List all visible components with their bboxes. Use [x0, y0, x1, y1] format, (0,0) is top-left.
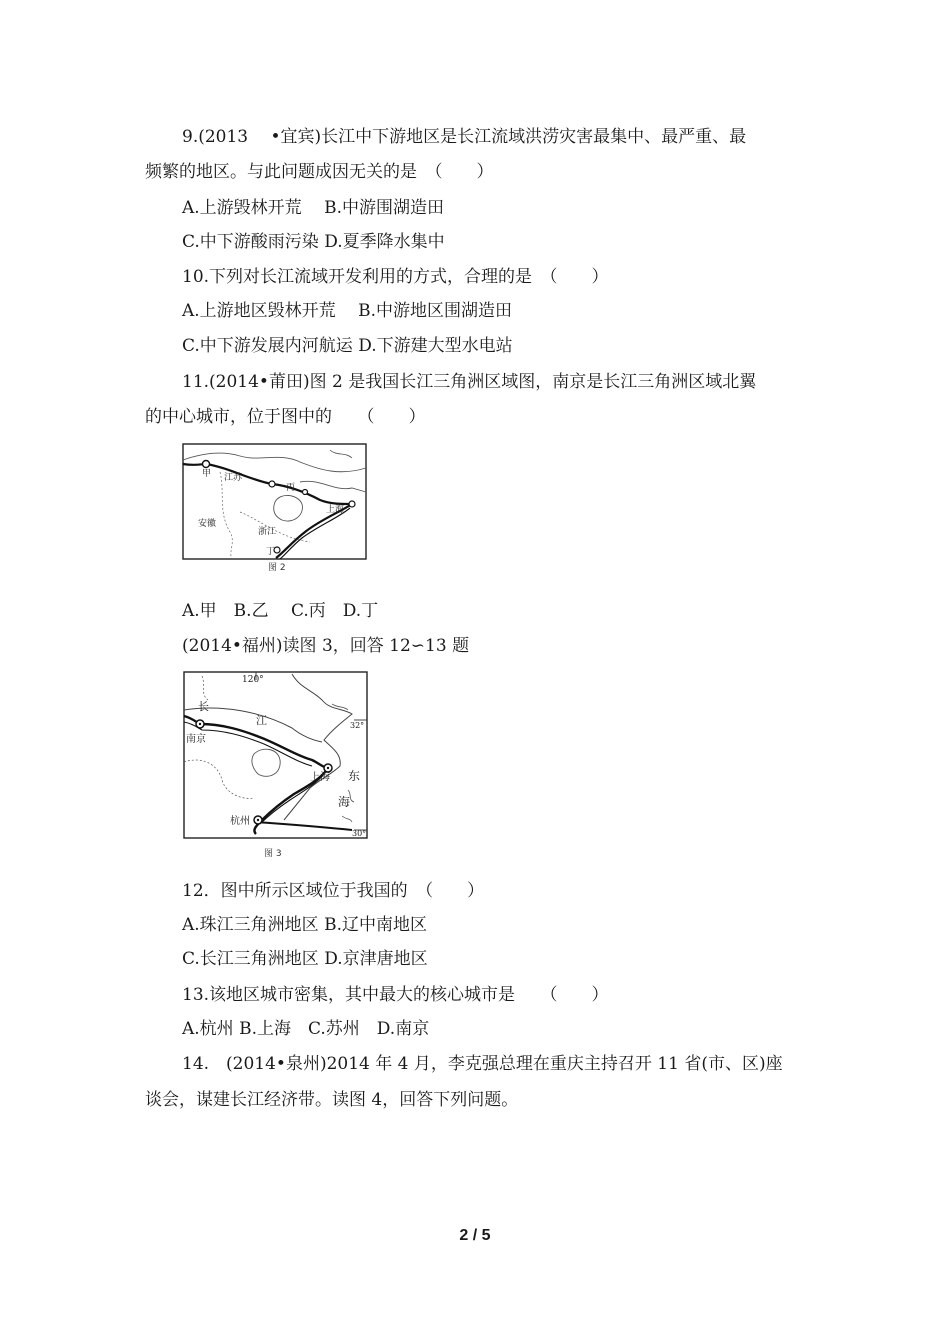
map-frame: [184, 672, 367, 838]
fig3-label-lat: 32°: [350, 721, 365, 730]
fig2-label-jiangsu: 江苏: [224, 473, 243, 483]
q12-13-intro: (2014•福州)读图 3，回答 12∽13 题: [182, 636, 470, 656]
fig2-label-anhui: 安徽: [198, 519, 217, 529]
fig3-label-lat2: 30°: [352, 829, 367, 838]
fig3-label-dong: 东: [348, 769, 361, 783]
q9-options-ab: A.上游毁林开荒 B.中游围湖造田: [182, 198, 444, 218]
q13-stem: 13.该地区城市密集，其中最大的核心城市是 （ ）: [182, 985, 609, 1005]
q10-options-ab: A.上游地区毁林开荒 B.中游地区围湖造田: [182, 301, 512, 321]
q11-options: A.甲 B.乙 C.丙 D.丁: [182, 601, 379, 621]
fig3-label-lon: 120°: [242, 675, 264, 685]
figure-2-caption: 图 2: [268, 563, 286, 572]
fig2-label-zhejiang: 浙江: [258, 527, 277, 537]
q10-stem: 10.下列对长江流域开发利用的方式，合理的是 （ ）: [182, 267, 609, 287]
fig3-label-chang: 长: [198, 700, 209, 713]
figure-3-map: [182, 670, 372, 866]
q9-options-cd: C.中下游酸雨污染 D.夏季降水集中: [182, 232, 445, 252]
fig3-label-shanghai: 上海: [310, 772, 330, 783]
fig2-label-shanghai: 上海: [326, 505, 345, 515]
q12-options-ab: A.珠江三角洲地区 B.辽中南地区: [182, 915, 427, 935]
q14-stem-line1: 14. (2014•泉州)2014 年 4 月，李克强总理在重庆主持召开 11 省(市、区)座: [182, 1054, 783, 1074]
page-number: 2 / 5: [459, 1227, 491, 1244]
figure-2-map: [180, 442, 370, 572]
q9-stem-line1: 9.(2013 •宜宾)长江中下游地区是长江流域洪涝灾害最集中、最严重、最: [182, 127, 747, 147]
fig3-label-hangzhou: 杭州: [230, 816, 250, 827]
q9-stem-line2: 频繁的地区。与此问题成因无关的是 （ ）: [145, 162, 494, 182]
figure-3-caption: 图 3: [264, 849, 282, 859]
q10-options-cd: C.中下游发展内河航运 D.下游建大型水电站: [182, 336, 513, 356]
q11-stem-line2: 的中心城市，位于图中的 （ ）: [145, 407, 426, 427]
fig2-label-jia: 甲: [202, 469, 212, 479]
q13-options: A.杭州 B.上海 C.苏州 D.南京: [182, 1019, 430, 1039]
q11-stem-line1: 11.(2014•莆田)图 2 是我国长江三角洲区域图，南京是长江三角洲区域北翼: [182, 372, 757, 392]
q14-stem-line2: 谈会，谋建长江经济带。读图 4，回答下列问题。: [145, 1090, 519, 1110]
map-frame: [183, 444, 366, 559]
q12-stem: 12．图中所示区域位于我国的 （ ）: [182, 881, 485, 901]
fig3-label-nanjing: 南京: [186, 734, 206, 745]
q12-options-cd: C.长江三角洲地区 D.京津唐地区: [182, 949, 428, 969]
fig3-label-jiang: 江: [256, 714, 267, 727]
fig2-label-ding: 丁: [266, 547, 276, 557]
fig2-label-bing: 丙: [286, 483, 296, 493]
fig3-label-hai: 海: [338, 795, 351, 809]
